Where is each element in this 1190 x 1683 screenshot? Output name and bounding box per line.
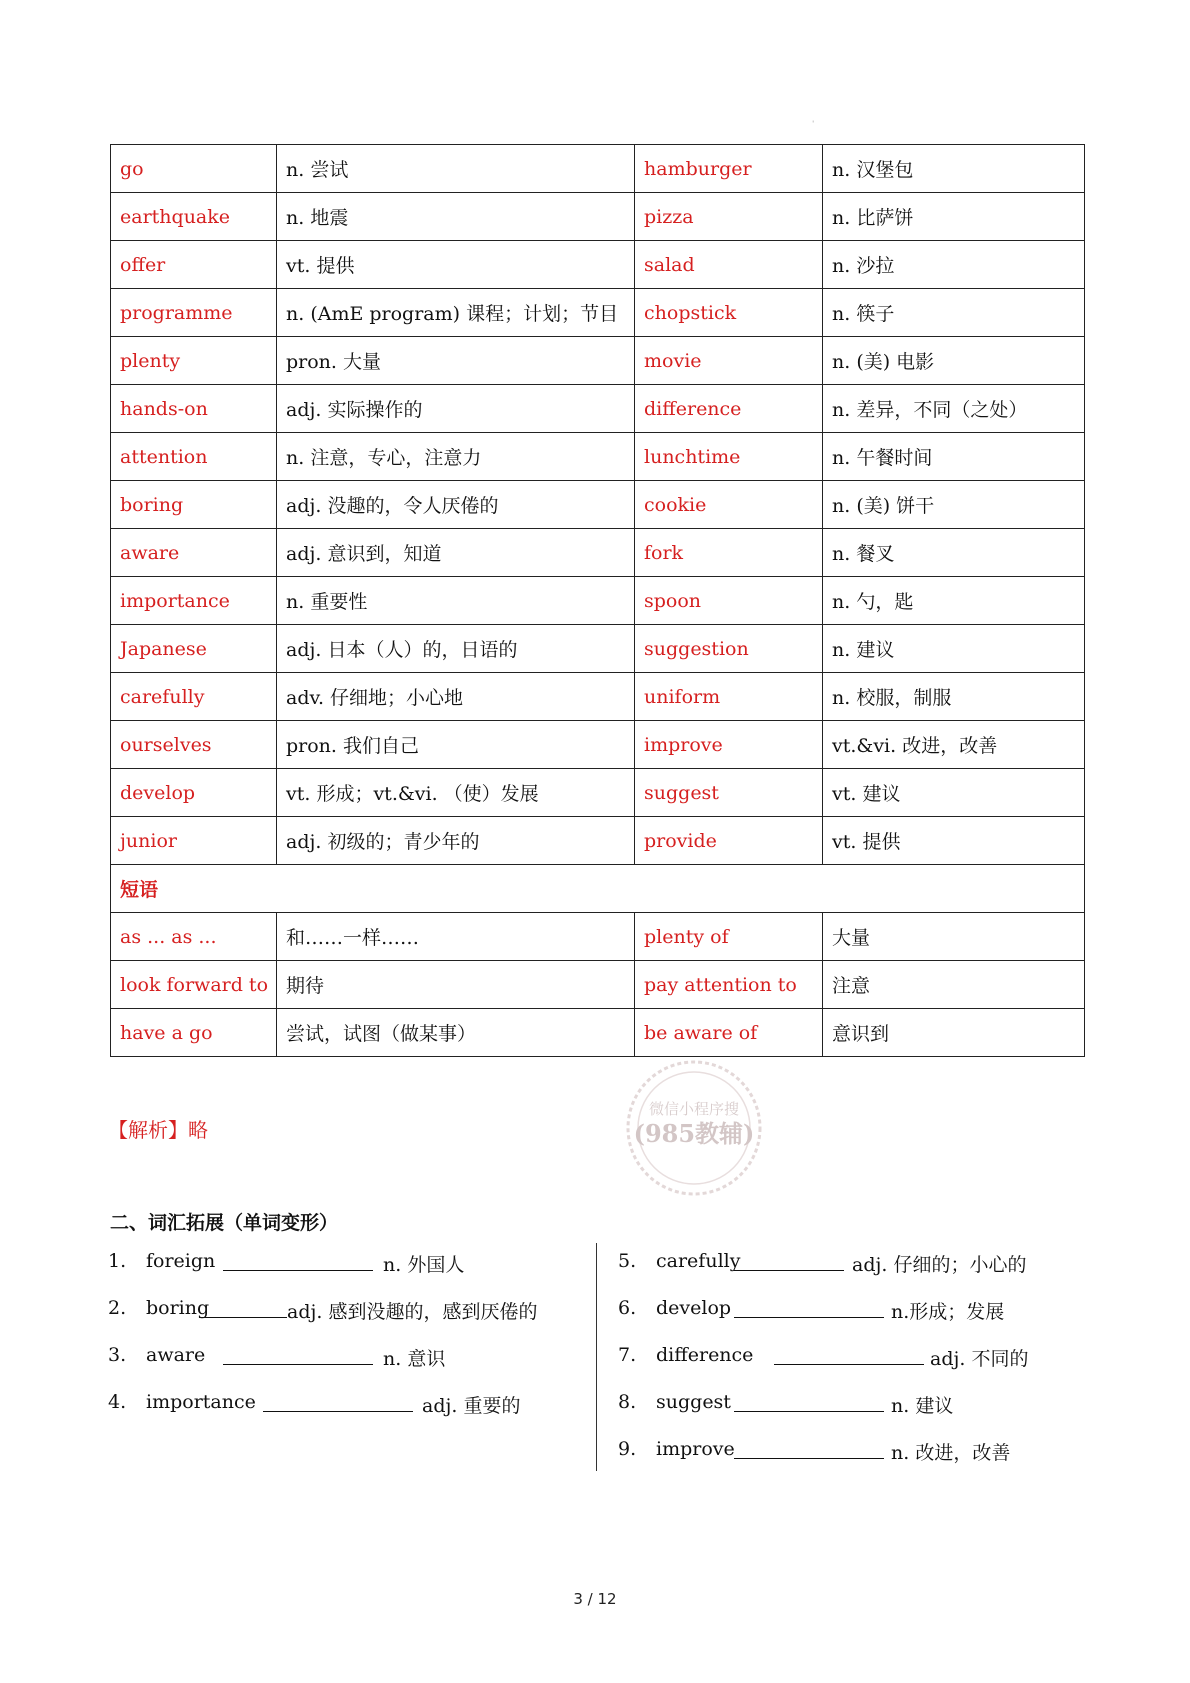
meaning-cell: n. 勺，匙 [823, 577, 1085, 625]
exercise-hint: n. 外国人 [383, 1254, 465, 1276]
word-cell: hamburger [635, 145, 823, 193]
meaning-cell: pron. 我们自己 [277, 721, 635, 769]
meaning-cell: n. (美) 电影 [823, 337, 1085, 385]
exercise-word: foreign [146, 1250, 216, 1272]
exercise-hint: adj. 感到没趣的，感到厌倦的 [287, 1301, 538, 1323]
exercise-number: 8. [618, 1391, 637, 1413]
meaning-cell: n. 注意，专心，注意力 [277, 433, 635, 481]
word-cell: plenty of [635, 913, 823, 961]
meaning-cell: 尝试，试图（做某事） [277, 1009, 635, 1057]
table-row [111, 241, 1085, 289]
word-cell: pay attention to [635, 961, 823, 1009]
word-cell: improve [635, 721, 823, 769]
table-row [111, 481, 1085, 529]
exercise-hint: adj. 仔细的；小心的 [852, 1254, 1027, 1276]
word-cell: Japanese [111, 625, 277, 673]
meaning-cell: adj. 初级的；青少年的 [277, 817, 635, 865]
svg-text:(985教辅): (985教辅) [633, 1119, 755, 1148]
word-cell: carefully [111, 673, 277, 721]
word-cell: attention [111, 433, 277, 481]
meaning-cell: adj. 没趣的，令人厌倦的 [277, 481, 635, 529]
word-cell: offer [111, 241, 277, 289]
table-row [111, 193, 1085, 241]
answer-blank[interactable] [774, 1344, 924, 1365]
word-cell: salad [635, 241, 823, 289]
answer-blank[interactable] [734, 1438, 884, 1459]
meaning-cell: n. 地震 [277, 193, 635, 241]
meaning-cell: n. 餐叉 [823, 529, 1085, 577]
meaning-cell: 注意 [823, 961, 1085, 1009]
exercise-number: 2. [108, 1297, 127, 1319]
meaning-cell: 和……一样…… [277, 913, 635, 961]
word-cell: movie [635, 337, 823, 385]
exercise-word: difference [656, 1344, 754, 1366]
word-cell: look forward to [111, 961, 277, 1009]
meaning-cell: n. 午餐时间 [823, 433, 1085, 481]
word-cell: junior [111, 817, 277, 865]
table-row [111, 337, 1085, 385]
word-cell: hands-on [111, 385, 277, 433]
phrase-section-label: 短语 [111, 865, 1085, 913]
table-row [111, 289, 1085, 337]
answer-blank[interactable] [734, 1250, 844, 1271]
word-cell: fork [635, 529, 823, 577]
meaning-cell: n. 校服，制服 [823, 673, 1085, 721]
word-cell: go [111, 145, 277, 193]
meaning-cell: adj. 日本（人）的，日语的 [277, 625, 635, 673]
meaning-cell: 期待 [277, 961, 635, 1009]
meaning-cell: n. 差异，不同（之处） [823, 385, 1085, 433]
exercise-word: boring [146, 1297, 210, 1319]
answer-blank[interactable] [199, 1297, 287, 1318]
table-row [111, 1009, 1085, 1057]
word-cell: spoon [635, 577, 823, 625]
answer-blank[interactable] [263, 1391, 413, 1412]
word-cell: provide [635, 817, 823, 865]
answer-blank[interactable] [223, 1250, 373, 1271]
meaning-cell: n. (美) 饼干 [823, 481, 1085, 529]
exercise-word: develop [656, 1297, 732, 1319]
word-cell: have a go [111, 1009, 277, 1057]
meaning-cell: n. 筷子 [823, 289, 1085, 337]
exercise-number: 4. [108, 1391, 127, 1413]
meaning-cell: vt.&vi. 改进，改善 [823, 721, 1085, 769]
exercise-hint: n. 改进，改善 [891, 1442, 1011, 1464]
exercise-hint: n. 建议 [891, 1395, 954, 1417]
meaning-cell: adj. 意识到，知道 [277, 529, 635, 577]
word-cell: difference [635, 385, 823, 433]
meaning-cell: n. 沙拉 [823, 241, 1085, 289]
vocabulary-table [110, 144, 1085, 1057]
section-2-title: 二、词汇拓展（单词变形） [110, 1212, 339, 1234]
exercise-number: 7. [618, 1344, 637, 1366]
word-cell: importance [111, 577, 277, 625]
section-row [111, 865, 1085, 913]
watermark-stamp [620, 1058, 768, 1198]
meaning-cell: vt. 建议 [823, 769, 1085, 817]
table-row [111, 673, 1085, 721]
table-row [111, 625, 1085, 673]
table-row [111, 961, 1085, 1009]
word-cell: plenty [111, 337, 277, 385]
exercise-number: 9. [618, 1438, 637, 1460]
word-cell: as ... as ... [111, 913, 277, 961]
word-cell: aware [111, 529, 277, 577]
exercise-hint: adj. 不同的 [930, 1348, 1029, 1370]
table-row [111, 145, 1085, 193]
word-cell: develop [111, 769, 277, 817]
table-row [111, 577, 1085, 625]
exercise-hint: n. 意识 [383, 1348, 446, 1370]
word-cell: cookie [635, 481, 823, 529]
exercise-number: 1. [108, 1250, 127, 1272]
exercise-word: importance [146, 1391, 256, 1413]
word-cell: programme [111, 289, 277, 337]
meaning-cell: n. 建议 [823, 625, 1085, 673]
exercise-word: suggest [656, 1391, 731, 1413]
svg-text:微信小程序搜: 微信小程序搜 [648, 1100, 740, 1118]
exercise-word: aware [146, 1344, 206, 1366]
word-cell: uniform [635, 673, 823, 721]
answer-blank[interactable] [223, 1344, 373, 1365]
exercise-hint: n.形成；发展 [891, 1301, 1005, 1323]
word-cell: pizza [635, 193, 823, 241]
meaning-cell: n. 重要性 [277, 577, 635, 625]
table-row [111, 817, 1085, 865]
word-cell: suggestion [635, 625, 823, 673]
meaning-cell: 大量 [823, 913, 1085, 961]
meaning-cell: vt. 提供 [277, 241, 635, 289]
meaning-cell: adj. 实际操作的 [277, 385, 635, 433]
meaning-cell: n. (AmE program) 课程；计划；节目 [277, 289, 635, 337]
exercise-number: 6. [618, 1297, 637, 1319]
word-cell: lunchtime [635, 433, 823, 481]
page-number: 3 / 12 [573, 1590, 617, 1608]
exercise-word: carefully [656, 1250, 741, 1272]
meaning-cell: 意识到 [823, 1009, 1085, 1057]
meaning-cell: vt. 提供 [823, 817, 1085, 865]
table-row [111, 433, 1085, 481]
exercise-word: improve [656, 1438, 735, 1460]
word-cell: ourselves [111, 721, 277, 769]
word-cell: be aware of [635, 1009, 823, 1057]
meaning-cell: n. 尝试 [277, 145, 635, 193]
table-row [111, 721, 1085, 769]
table-row [111, 913, 1085, 961]
meaning-cell: n. 汉堡包 [823, 145, 1085, 193]
table-row [111, 769, 1085, 817]
meaning-cell: adv. 仔细地；小心地 [277, 673, 635, 721]
table-row [111, 385, 1085, 433]
column-divider [596, 1243, 597, 1471]
table-row [111, 529, 1085, 577]
analysis-note: 【解析】略 [108, 1118, 208, 1142]
word-cell: chopstick [635, 289, 823, 337]
word-cell: suggest [635, 769, 823, 817]
answer-blank[interactable] [734, 1297, 884, 1318]
exercise-hint: adj. 重要的 [422, 1395, 521, 1417]
meaning-cell: n. 比萨饼 [823, 193, 1085, 241]
answer-blank[interactable] [734, 1391, 884, 1412]
word-cell: boring [111, 481, 277, 529]
exercise-number: 5. [618, 1250, 637, 1272]
meaning-cell: pron. 大量 [277, 337, 635, 385]
word-cell: earthquake [111, 193, 277, 241]
meaning-cell: vt. 形成；vt.&vi. （使）发展 [277, 769, 635, 817]
corner-mark: ˈ [812, 120, 815, 129]
exercise-number: 3. [108, 1344, 127, 1366]
